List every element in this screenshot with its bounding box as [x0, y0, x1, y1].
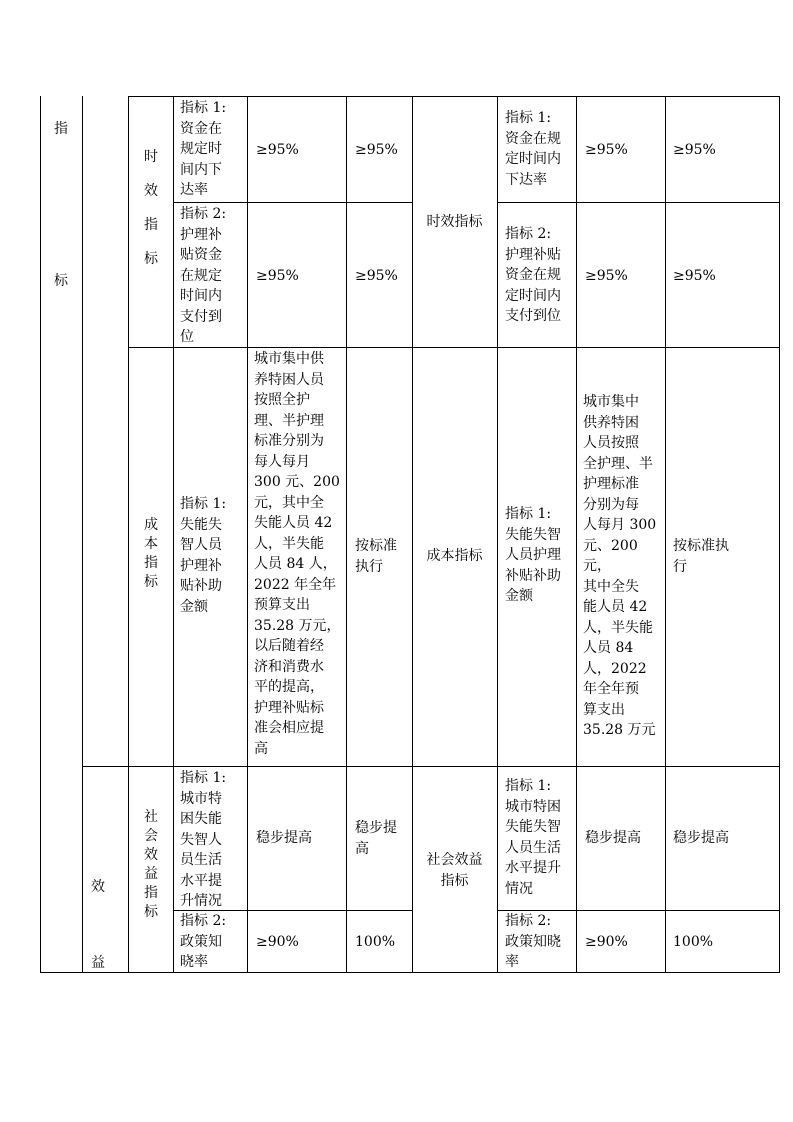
row4-left-indicator-name: 指标 1: 城市特 困失能 失智人 员生活 水平提 升情况: [180, 770, 227, 909]
timeliness-indicator-label: 时 效 指 标: [144, 149, 158, 267]
row-divider: [173, 202, 412, 203]
row3-right-value-2: 按标准执 行: [673, 538, 729, 575]
row2-right-value-2: ≥95%: [673, 268, 716, 284]
col-divider: [128, 96, 129, 973]
row3-left-value-2: 按标准 执行: [355, 538, 397, 575]
col-divider: [665, 96, 666, 973]
row1-right-value-1: ≥95%: [585, 142, 628, 158]
row1-left-value-2: ≥95%: [355, 142, 398, 158]
row5-left-value-2: 100%: [355, 934, 396, 950]
row1-left-value-1: ≥95%: [256, 142, 299, 158]
row3-right-indicator-name: 指标 1: 失能失智 人员护理 补贴补助 金额: [505, 506, 561, 604]
col-divider: [173, 96, 174, 973]
table-border-left: [40, 96, 41, 973]
row2-left-value-1: ≥95%: [256, 268, 299, 284]
row1-left-indicator-name: 指标 1: 资金在 规定时 间内下 达率: [180, 100, 227, 198]
row5-right-value-2: 100%: [673, 934, 714, 950]
row1-right-value-2: ≥95%: [673, 142, 716, 158]
row-divider: [497, 202, 780, 203]
timeliness-indicator-mid-label: 时效指标: [426, 214, 483, 230]
row2-left-indicator-name: 指标 2: 护理补 贴资金 在规定 时间内 支付到 位: [180, 206, 227, 345]
row2-right-indicator-name: 指标 2: 护理补贴 资金在规 定时间内 支付到位: [505, 226, 561, 324]
row-divider: [82, 766, 780, 767]
col-divider: [576, 96, 577, 973]
table-border-bottom: [40, 972, 780, 973]
col-divider: [497, 96, 498, 973]
row4-left-value-2: 稳步提 高: [355, 820, 397, 857]
row3-right-value-1: 城市集中 供养特困 人员按照 全护理、半 护理标准 分别为每 人每月 300 元、200 元， 其中全失 能人员 42 人，半失能 人员 84 人，2022 年全年预 算支出 35.28 万元: [583, 394, 657, 738]
table-border-right: [779, 96, 780, 973]
social-benefit-indicator-mid-label: 社会效益 指标: [426, 852, 483, 889]
row4-left-value-1: 稳步提高: [256, 830, 312, 846]
row4-right-value-2: 稳步提高: [673, 830, 729, 846]
row1-right-indicator-name: 指标 1: 资金在规 定时间内 下达率: [505, 110, 561, 188]
col-divider: [247, 96, 248, 973]
row2-right-value-1: ≥95%: [585, 268, 628, 284]
row4-right-value-1: 稳步提高: [585, 830, 641, 846]
col-divider: [82, 96, 83, 973]
table-border-top: [128, 96, 780, 97]
row4-right-indicator-name: 指标 1: 城市特困 失能失智 人员生活 水平提升 情况: [505, 778, 561, 897]
row3-left-value-1: 城市集中供 养特困人员 按照全护 理、半护理 标准分别为 每人每月 300 元、200 元，其中全 失能人员 42 人，半失能 人员 84 人， 2022 年全年 预算支出 35.28 万元， 以后随着经 济和消费水 平的提高， 护理补贴标 准会相应提 高: [254, 351, 341, 757]
row5-left-value-1: ≥90%: [256, 934, 299, 950]
row5-right-indicator-name: 指标 2: 政策知晓 率: [505, 913, 561, 970]
social-benefit-indicator-label: 社 会 效 益 指 标: [144, 809, 158, 920]
cost-indicator-label: 成 本 指 标: [144, 517, 158, 590]
col-divider: [346, 96, 347, 973]
row5-left-indicator-name: 指标 2: 政策知 晓率: [180, 913, 227, 970]
row3-left-indicator-name: 指标 1: 失能失 智人员 护理补 贴补助 金额: [180, 496, 227, 615]
benefit-category-label: 效 益: [91, 879, 105, 971]
row5-right-value-1: ≥90%: [585, 934, 628, 950]
cost-indicator-mid-label: 成本指标: [426, 548, 483, 564]
outer-category-label: 指 标: [54, 121, 68, 289]
row2-left-value-2: ≥95%: [355, 268, 398, 284]
